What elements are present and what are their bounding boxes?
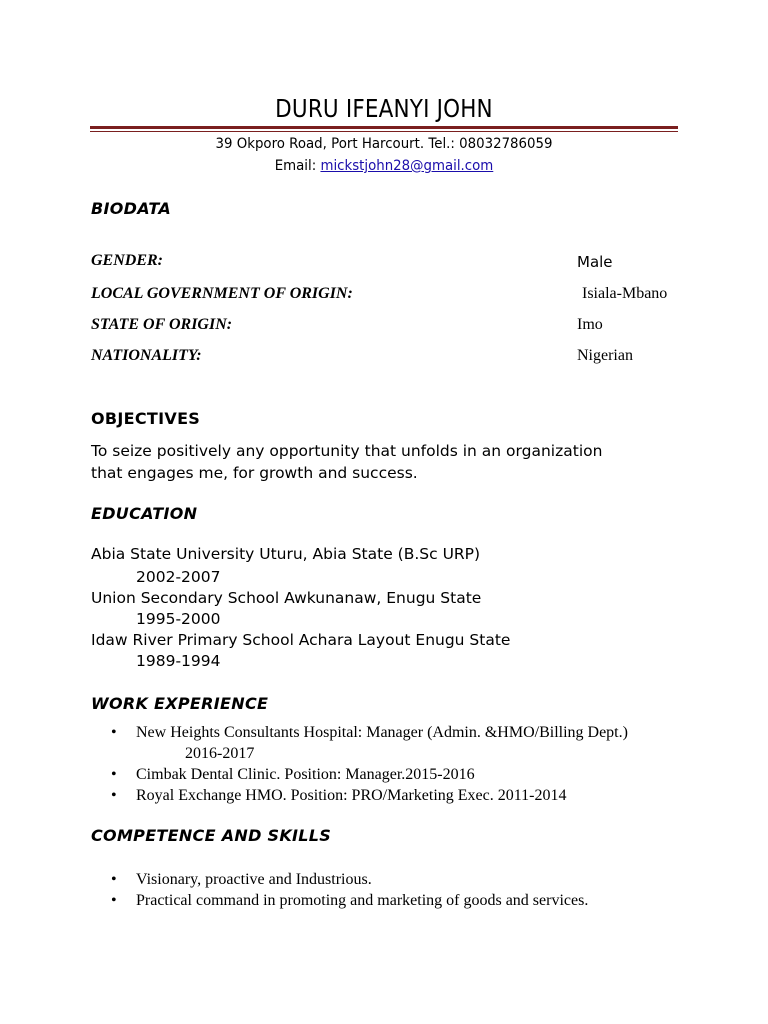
work-experience-heading: WORK EXPERIENCE [91,694,269,713]
bullet-marker: • [111,787,117,804]
objectives-heading: OBJECTIVES [91,409,201,428]
nationality-label: NATIONALITY: [91,347,202,364]
work-item-continuation: 2016-2017 [185,745,255,762]
education-years: 1995-2000 [136,610,221,628]
bullet-marker: • [111,892,117,909]
work-item: Cimbak Dental Clinic. Position: Manager.2015-2016 [136,766,475,783]
resume-name: DURU IFEANYI JOHN [275,94,493,123]
bullet-marker: • [111,724,117,741]
objectives-line-2: that engages me, for growth and success. [91,464,418,482]
education-years: 1989-1994 [136,652,221,670]
email-line [31,158,738,174]
work-item: New Heights Consultants Hospital: Manager (Admin. &HMO/Billing Dept.) [136,724,628,741]
lga-value: Isiala-Mbano [582,285,668,302]
state-label: STATE OF ORIGIN: [91,316,233,333]
skills-heading: COMPETENCE AND SKILLS [91,826,332,845]
education-school: Union Secondary School Awkunanaw, Enugu State [91,589,482,607]
lga-label: LOCAL GOVERNMENT OF ORIGIN: [91,285,353,302]
email-link[interactable]: mickstjohn28@gmail.com [320,158,494,174]
biodata-heading: BIODATA [91,199,172,218]
work-item: Royal Exchange HMO. Position: PRO/Marketing Exec. 2011-2014 [136,787,567,804]
education-heading: EDUCATION [91,504,198,523]
nationality-value: Nigerian [577,347,633,364]
bullet-marker: • [111,766,117,783]
education-school: Abia State University Uturu, Abia State (B.Sc URP) [91,545,481,563]
education-school: Idaw River Primary School Achara Layout Enugu State [91,631,511,649]
bullet-marker: • [111,871,117,888]
header-rule-thin [90,131,678,132]
state-value: Imo [577,316,603,333]
address-line: 39 Okporo Road, Port Harcourt. Tel.: 08032786059 [215,136,553,152]
email-label: Email: [274,158,321,174]
header-rule-thick [90,126,678,129]
gender-label: GENDER: [91,252,164,269]
skill-item: Practical command in promoting and marketing of goods and services. [136,892,589,909]
education-years: 2002-2007 [136,568,221,586]
objectives-line-1: To seize positively any opportunity that unfolds in an organization [91,442,603,460]
skill-item: Visionary, proactive and Industrious. [136,871,372,888]
gender-value: Male [577,253,613,271]
